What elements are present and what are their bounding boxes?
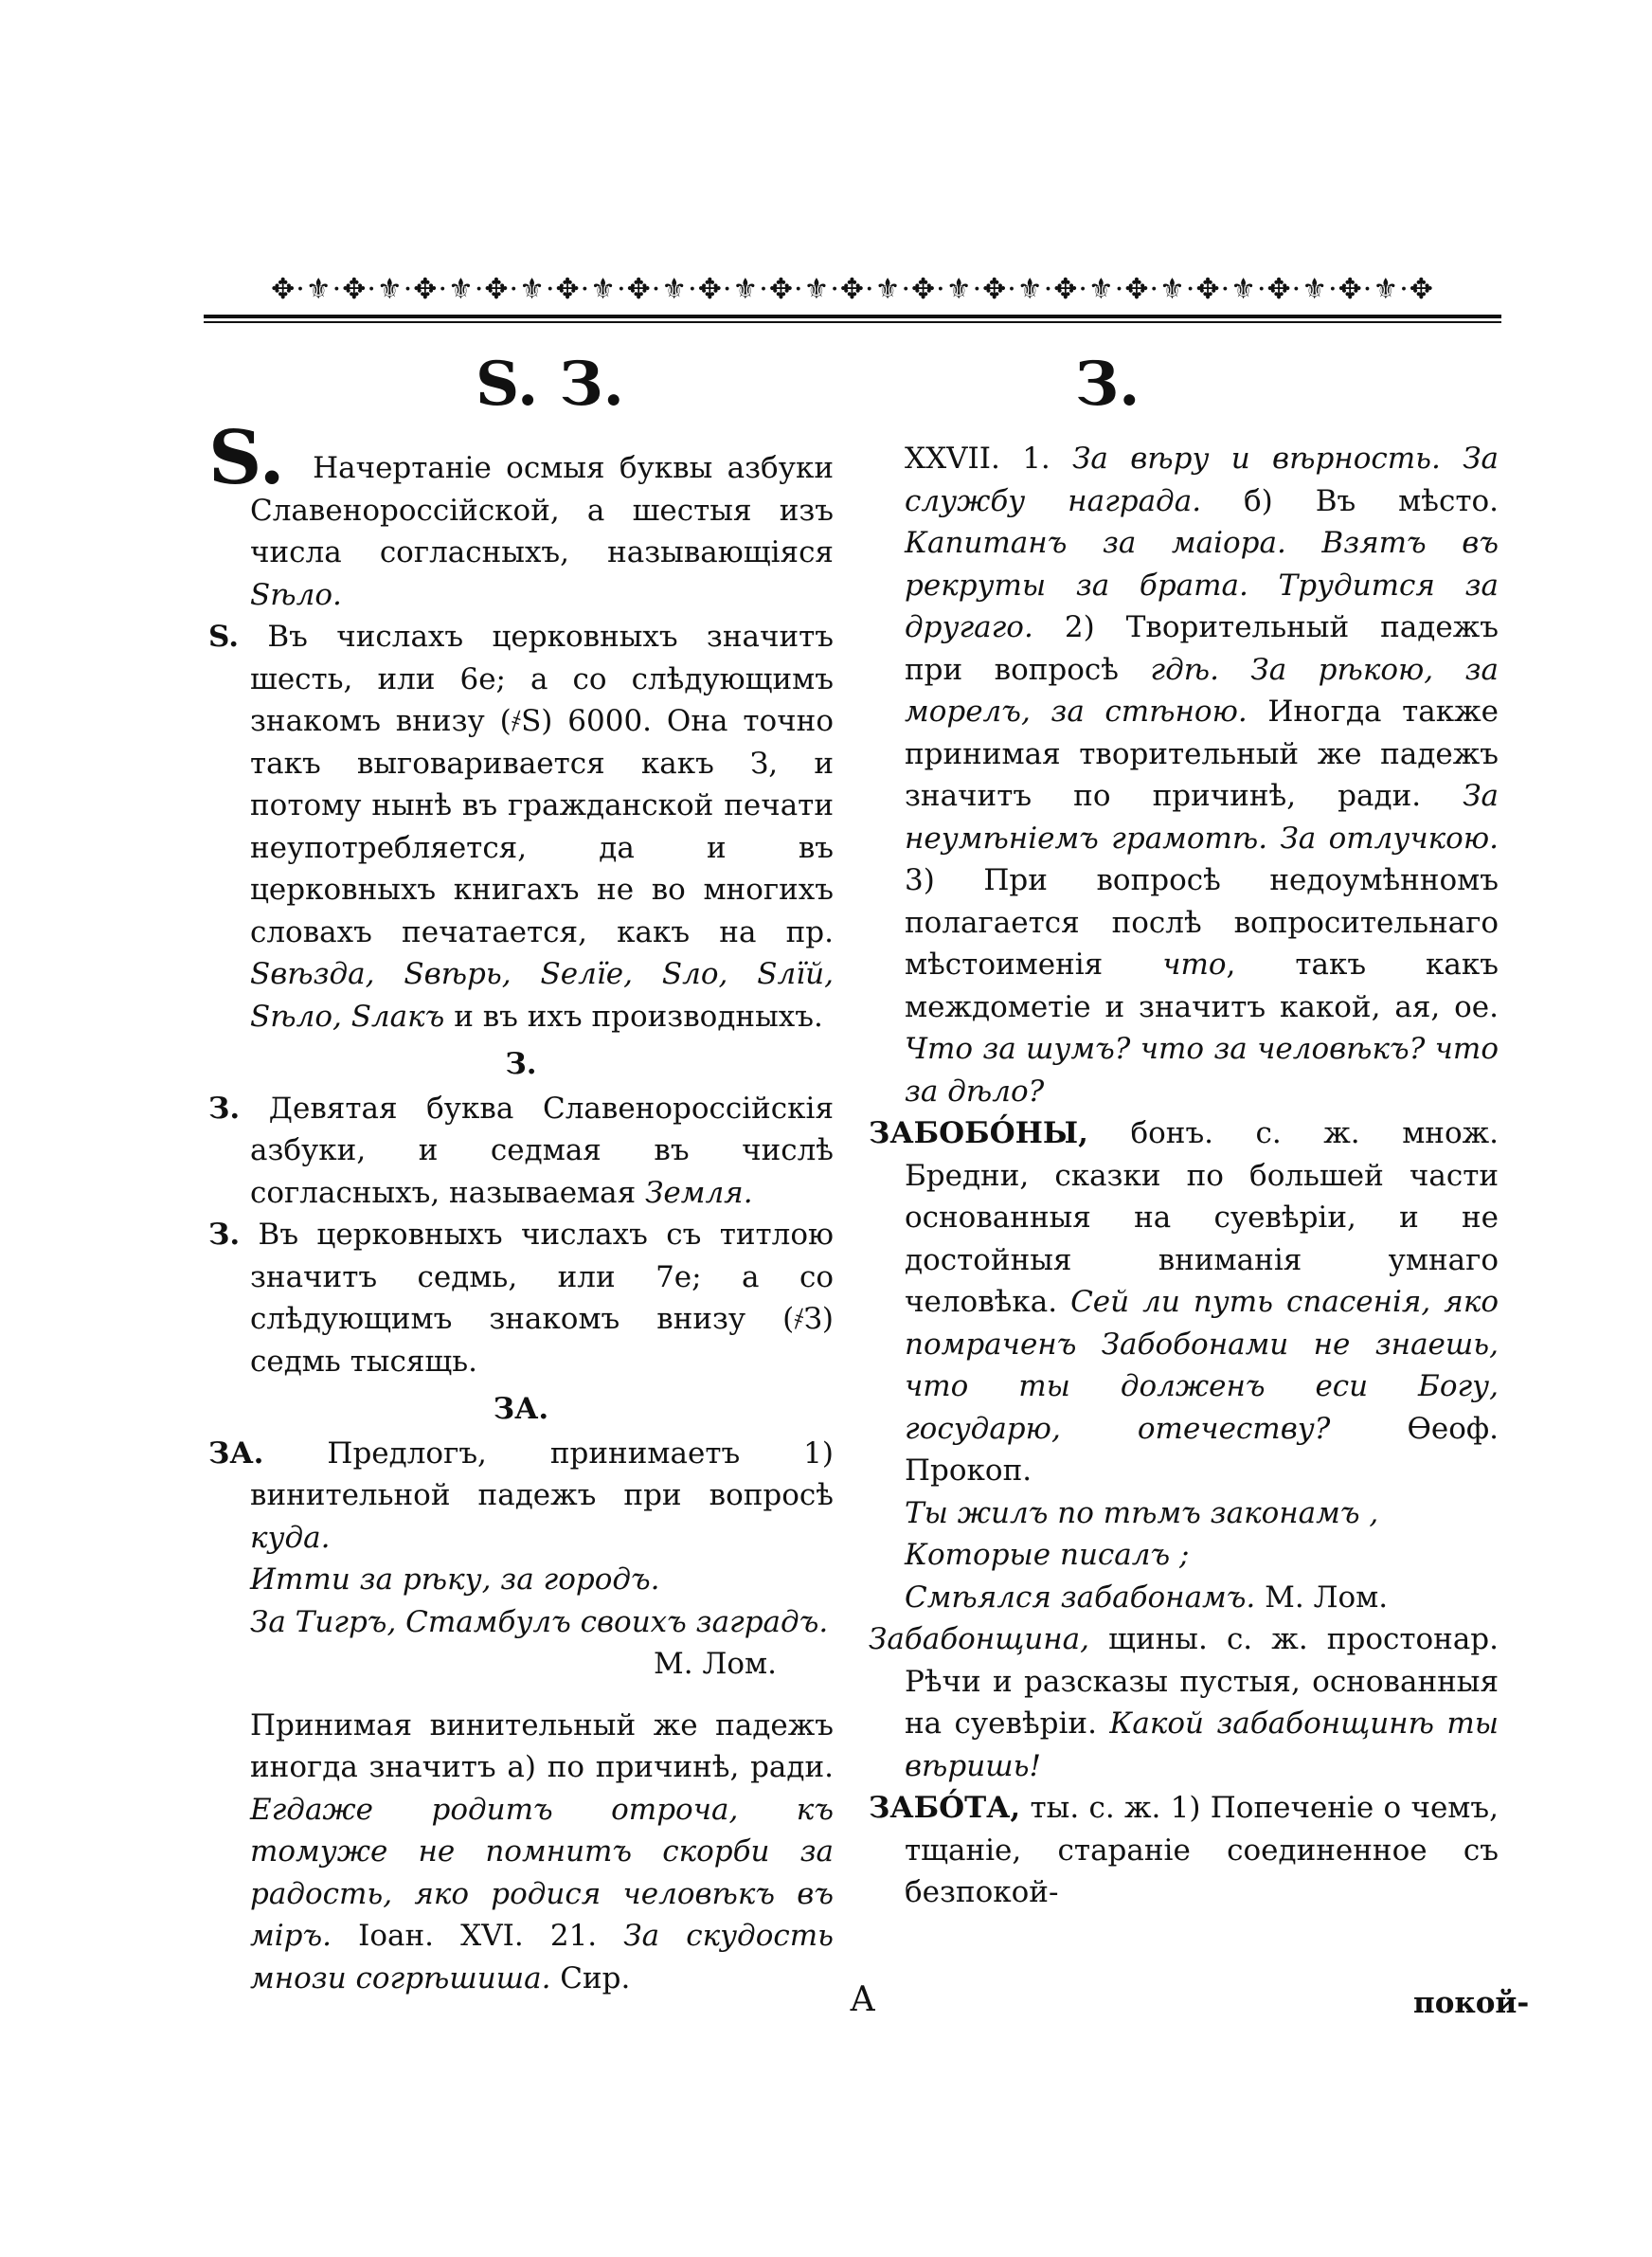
signature-mark: А bbox=[850, 1980, 876, 2019]
catchword: покой- bbox=[1413, 1986, 1530, 2020]
entry-zabota: ЗАБО́ТА, ты. с. ж. 1) Попеченіе о чемъ, тщаніе, стараніе соединенное съ безпокой- bbox=[869, 1791, 1499, 1909]
running-head-right: З. bbox=[1075, 349, 1140, 420]
left-column bbox=[208, 415, 835, 1999]
section-heading-za: ЗА. bbox=[493, 1392, 549, 1426]
ornament-border: ✥·⚜·✥·⚜·✥·⚜·✥·⚜·✥·⚜·✥·⚜·✥·⚜·✥·⚜·✥·⚜·✥·⚜·✥·⚜·✥·⚜·✥·⚜·✥·⚜·✥·⚜·✥·⚜·✥ bbox=[271, 273, 1434, 306]
entry-s-number: S. Въ числахъ церковныхъ значитъ шесть, или 6е; а со слѣдующимъ знакомъ внизу (҂S) 6000. Она точно такъ выговаривается какъ З, и потому нынѣ въ гражданской печати неупотребляется, да и въ церковныхъ книгахъ не во многихъ словахъ печатается, какъ на пр. Sвѣзда, Sвѣрь, Sелїе, Sло, Sлїй, Sѣло, Sлакъ и въ ихъ производныхъ. bbox=[208, 620, 835, 1034]
header-rule-thick bbox=[204, 315, 1501, 318]
entry-zababonshchina: Забабонщина, щины. с. ж. простонар. Рѣчи и разсказы пустыя, основанныя на суевѣріи. Какой забабонщинѣ ты вѣришь! bbox=[869, 1622, 1499, 1783]
attribution: М. Лом. bbox=[654, 1647, 777, 1681]
entry-z-letter: З. Девятая буква Славенороссійскія азбуки, и седмая въ числѣ согласныхъ, называемая Земля. bbox=[208, 1091, 835, 1210]
entry-z-number: З. Въ церковныхъ числахъ съ титлою значитъ седмь, или 7е; а со слѣдующимъ знакомъ внизу (҂З) седмь тысящь. bbox=[208, 1218, 835, 1379]
entry-s-letter: S. Начертаніе осмыя буквы азбуки Славенороссійской, а шестыя изъ числа согласныхъ, называющіяся Sѣло. bbox=[208, 415, 834, 612]
verse-line: За Тигръ, Стамбулъ своихъ заградъ. bbox=[250, 1604, 829, 1639]
entry-za: ЗА. Предлогъ, принимаетъ 1) винительной падежъ при вопросѣ куда. bbox=[208, 1435, 834, 1555]
header-rule-thin bbox=[204, 321, 1501, 323]
drop-letter: S. bbox=[208, 415, 285, 501]
verse-line: Ты жилъ по тѣмъ законамъ , bbox=[905, 1495, 1379, 1530]
entry-za-continuation: Принимая винительный же падежъ иногда значитъ а) по причинѣ, ради. Егдаже родитъ отроча, къ томуже не помнитъ скорби за радость, яко родися человѣкъ въ міръ. Іоан. XVI. 21. За скудость мнози согрѣшиша. Сир. bbox=[250, 1707, 835, 1995]
verse-line: Смѣялся забабонамъ. М. Лом. bbox=[905, 1580, 1389, 1615]
right-column bbox=[869, 438, 1499, 1914]
verse-line: Которые писалъ ; bbox=[905, 1538, 1190, 1572]
entry-zabobony: ЗАБОБО́НЫ, бонъ. с. ж. множ. Бредни, сказки по большей части основанныя на суевѣріи, и не достойныя вниманія умнаго человѣка. Сей ли путь спасенія, яко помраченъ Забобонами не знаешь, что ты долженъ еси Богу, государю, отечеству? Ѳеоф. Прокоп. bbox=[869, 1116, 1499, 1488]
example-line: Итти за рѣку, за городъ. bbox=[250, 1562, 660, 1597]
entry-za-continued: XXVII. 1. За вѣру и вѣрность. За службу награда. б) Въ мѣсто. Капитанъ за маіора. Взятъ въ рекруты за брата. Трудится за другаго. 2) Творительный падежъ при вопросѣ гдѣ. За рѣкою, за морелъ, за стѣною. Иногда также принимая творительный же падежъ значитъ по причинѣ, ради. За неумѣніемъ грамотѣ. За отлучкою. 3) При вопросѣ недоумѣнномъ полагается послѣ вопросительнаго мѣстоименія что, такъ какъ междометіе и значитъ какой, ая, ое. Что за шумъ? что за человѣкъ? что за дѣло? bbox=[905, 442, 1499, 1109]
section-heading-z: З. bbox=[505, 1047, 537, 1081]
running-head-left: S. З. bbox=[476, 349, 624, 420]
